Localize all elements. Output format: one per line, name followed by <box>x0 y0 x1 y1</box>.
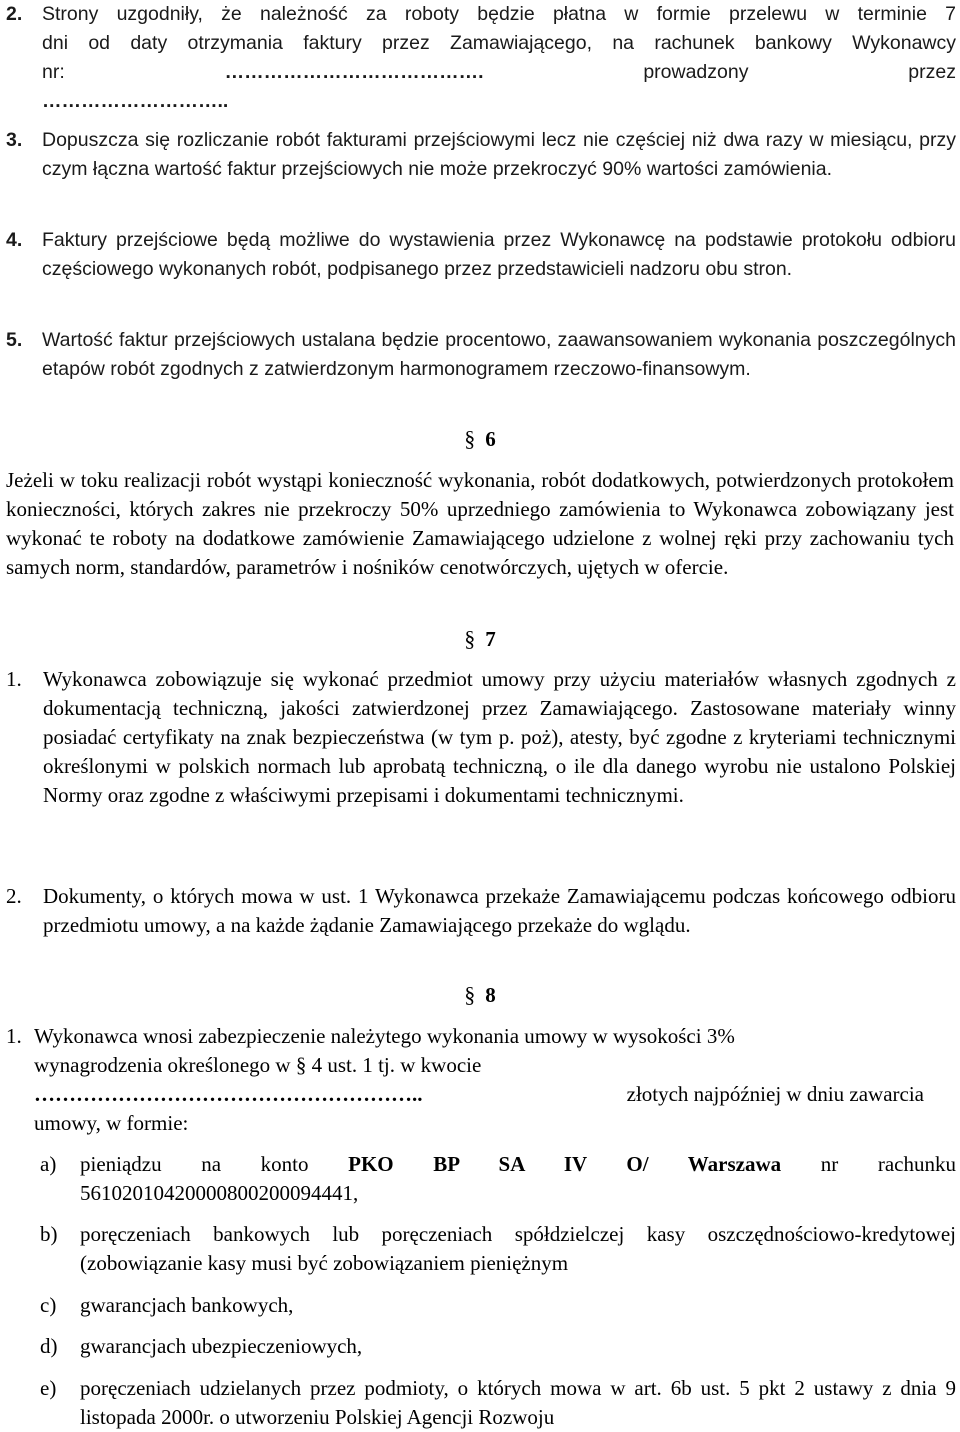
form-item-a-label: a) <box>40 1152 57 1176</box>
form-item-c-label: c) <box>40 1293 57 1317</box>
paragraph-2-text <box>42 0 956 116</box>
section-symbol: § <box>464 982 476 1007</box>
section-8-item-1-number: 1. <box>6 1024 22 1048</box>
section-number: 8 <box>485 983 496 1007</box>
paragraph-3-number: 3. <box>6 129 23 151</box>
form-item-e-label: e) <box>40 1376 57 1400</box>
section-number: 6 <box>485 427 496 451</box>
section-7-item-2-text: Dokumenty, o których mowa w ust. 1 Wykonawca przekaże Zamawiającemu podczas końcowego odbioru przedmiotu umowy, a na każde żądanie Zamawiającego przekaże do wglądu. <box>43 884 956 937</box>
paragraph-3-text: Dopuszcza się rozliczanie robót fakturami przejściowymi lecz nie częściej niż dwa razy w miesiącu, przy czym łączna wartość faktur przejściowych nie może przekroczyć 90% wartości zamówienia. <box>42 129 956 180</box>
form-item-d-label: d) <box>40 1334 58 1358</box>
paragraph-2-number: 2. <box>6 3 23 25</box>
paragraph-4-number: 4. <box>6 229 23 251</box>
bank-account-number: 56102010420000800200094441, <box>80 1181 359 1205</box>
section-symbol: § <box>464 426 476 451</box>
form-item-b-label: b) <box>40 1222 58 1246</box>
paragraph-2-line-2: dni od daty otrzymania faktury przez Zamawiającego, na rachunek bankowy Wykonawcy <box>42 32 956 54</box>
form-item-a-text <box>80 1150 956 1208</box>
amount-suffix: złotych najpóźniej w dniu zawarcia <box>626 1082 924 1106</box>
section-7-item-1-text: Wykonawca zobowiązuje się wykonać przedmiot umowy przy użyciu materiałów własnych zgodnych z dokumentacją techniczną, jakości zatwierdzonej przez Zamawiającego. Zastosowane materiały winny posiadać certyfikaty na znak bezpieczeństwa (w tym p. poż), atesty, być zgodne z kryteriami technicznymi określonymi w polskich normach lub aprobatą techniczną, o ile dla danego wyrobu nie ustalono Polskiej Normy oraz zgodne z właściwymi przepisami i dokumentami technicznymi. <box>43 667 956 807</box>
section-8-item-1-line-4: umowy, w formie: <box>34 1111 189 1135</box>
account-label: nr: <box>42 61 65 83</box>
paragraph-2-line-1: Strony uzgodniły, że należność za roboty będzie płatna w formie przelewu w terminie 7 <box>42 3 956 25</box>
section-7-item-1-number: 1. <box>6 667 22 691</box>
section-symbol: § <box>464 626 476 651</box>
by-label: przez <box>908 61 956 83</box>
account-number-blank: …………………………………. <box>224 61 484 83</box>
form-item-e-text: poręczeniach udzielanych przez podmioty, o których mowa w art. 6b ust. 5 pkt 2 ustawy z dnia 9 listopada 2000r. o utworzeniu Polskiej Agencji Rozwoju <box>80 1376 956 1429</box>
section-8-item-1-text <box>34 1022 924 1138</box>
form-item-b-text: poręczeniach bankowych lub poręczeniach spółdzielczej kasy oszczędnościowo-kredytowej (zobowiązanie kasy musi być zobowiązaniem pieniężnym <box>80 1222 956 1275</box>
section-7-heading <box>0 626 960 652</box>
section-7-item-2-number: 2. <box>6 884 22 908</box>
section-number: 7 <box>485 627 496 651</box>
section-8-item-1-line-1: Wykonawca wnosi zabezpieczenie należytego wykonania umowy w wysokości 3% <box>34 1024 735 1048</box>
form-item-a-line-1 <box>80 1150 956 1179</box>
form-item-d-text: gwarancjach ubezpieczeniowych, <box>80 1334 363 1358</box>
bank-name-blank: ……………………….. <box>42 90 229 112</box>
amount-blank: ……………………………………………….. <box>34 1082 423 1106</box>
paragraph-5-text: Wartość faktur przejściowych ustalana będzie procentowo, zaawansowaniem wykonania poszczególnych etapów robót zgodnych z zatwierdzonym harmonogramem rzeczowo-finansowym. <box>42 329 956 380</box>
paragraph-4-text: Faktury przejściowe będą możliwe do wystawienia przez Wykonawcę na podstawie protokołu odbioru częściowego wykonanych robót, podpisanego przez przedstawicieli nadzoru obu stron. <box>42 229 956 280</box>
form-item-c-text: gwarancjach bankowych, <box>80 1293 294 1317</box>
paragraph-5-number: 5. <box>6 329 23 351</box>
section-8-heading <box>0 982 960 1008</box>
section-6-text: Jeżeli w toku realizacji robót wystąpi konieczność wykonania, robót dodatkowych, potwierdzonych protokołem konieczności, których zakres nie przekroczy 50% uprzedniego zamówienia to Wykonawca zobowiązany jest wykonać te roboty na dodatkowe zamówienie Zamawiającego udzielone z wolnej ręki przy zachowaniu tych samych norm, standardów, parametrów i nośników cenotwórczych, ujętych w ofercie. <box>6 468 954 579</box>
bank-branch-name: PKO BP SA IV O/ Warszawa <box>348 1152 782 1176</box>
form-item-a-prefix: pieniądzu na konto <box>80 1152 309 1176</box>
section-6-heading <box>0 426 960 452</box>
maintained-label: prowadzony <box>643 61 749 83</box>
section-8-item-1-line-3 <box>34 1080 924 1109</box>
section-8-item-1-line-2: wynagrodzenia określonego w § 4 ust. 1 tj. w kwocie <box>34 1053 482 1077</box>
paragraph-2-line-3 <box>42 58 956 87</box>
form-item-a-suffix: nr rachunku <box>820 1152 957 1176</box>
